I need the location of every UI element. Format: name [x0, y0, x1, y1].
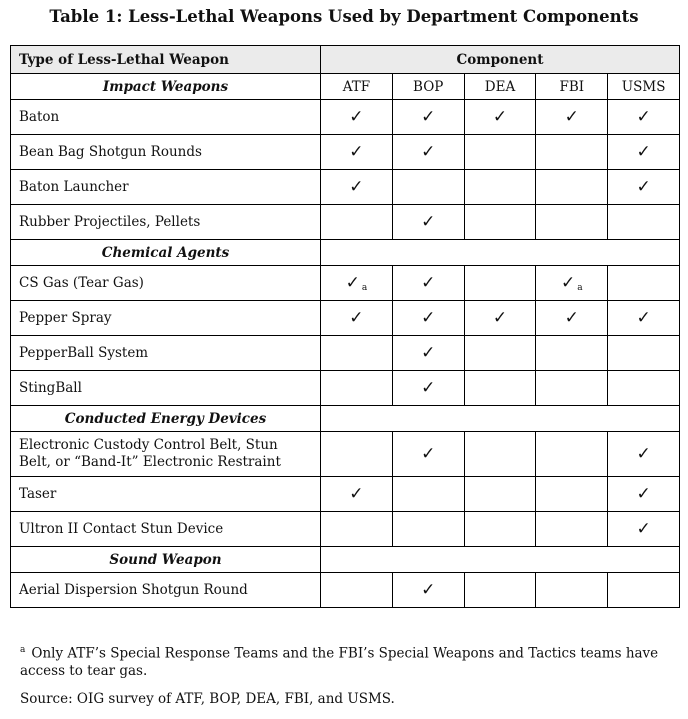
- check-mark: ✓: [392, 301, 464, 336]
- check-mark: [464, 573, 536, 608]
- category-label: Chemical Agents: [11, 240, 321, 266]
- component-code-fbi: FBI: [536, 74, 608, 100]
- check-mark: [536, 573, 608, 608]
- weapon-name: PepperBall System: [11, 336, 321, 371]
- check-mark: ✓: [608, 477, 680, 512]
- table-title: Table 1: Less-Lethal Weapons Used by Department Components: [49, 7, 639, 26]
- weapon-name: Pepper Spray: [11, 301, 321, 336]
- check-mark: [392, 477, 464, 512]
- check-mark: ✓: [392, 205, 464, 240]
- check-mark: [608, 573, 680, 608]
- weapon-name: CS Gas (Tear Gas): [11, 266, 321, 301]
- component-code-atf: ATF: [321, 74, 393, 100]
- weapon-name: StingBall: [11, 371, 321, 406]
- section-row-impact-weapons: [11, 74, 680, 100]
- check-mark: ✓: [608, 432, 680, 477]
- check-mark: [392, 512, 464, 547]
- check-mark: ✓: [392, 432, 464, 477]
- section-spacer: [321, 547, 680, 573]
- check-mark: ✓: [321, 477, 393, 512]
- category-label: Sound Weapon: [11, 547, 321, 573]
- weapon-name-line: Belt, or “Band-It” Electronic Restraint: [19, 454, 281, 470]
- check-mark: [608, 205, 680, 240]
- footnote-text: Only ATF’s Special Response Teams and the FBI’s Special Weapons and Tactics teams have access to tear gas.: [20, 645, 659, 679]
- check-mark: [464, 477, 536, 512]
- check-mark: [608, 371, 680, 406]
- table-row: [11, 170, 680, 205]
- check-mark: [536, 205, 608, 240]
- check-mark: [321, 371, 393, 406]
- type-column-header: Type of Less-Lethal Weapon: [11, 46, 321, 74]
- check-mark: ✓: [392, 371, 464, 406]
- check-mark: ✓: [321, 301, 393, 336]
- table-row: [11, 371, 680, 406]
- check-glyph: ✓: [345, 273, 360, 293]
- check-mark: ✓: [321, 100, 393, 135]
- footnote-marker: a: [577, 283, 583, 293]
- check-mark: ✓: [536, 301, 608, 336]
- table-row: [11, 135, 680, 170]
- section-row-conducted-energy-devices: [11, 406, 680, 432]
- footnote: [20, 642, 660, 680]
- weapon-name: [11, 432, 321, 477]
- check-mark: ✓: [608, 301, 680, 336]
- weapon-name-line: Electronic Custody Control Belt, Stun: [19, 437, 278, 453]
- check-mark: ✓: [608, 135, 680, 170]
- check-mark: [464, 432, 536, 477]
- check-mark: [392, 170, 464, 205]
- table-row: [11, 266, 680, 301]
- section-row-sound-weapon: [11, 547, 680, 573]
- check-mark: [536, 371, 608, 406]
- weapon-name: Ultron II Contact Stun Device: [11, 512, 321, 547]
- check-glyph: ✓: [560, 273, 576, 293]
- check-mark: [321, 512, 393, 547]
- footnote-marker: a: [361, 283, 368, 293]
- check-mark: [321, 205, 393, 240]
- check-mark-footnoted: [321, 266, 393, 301]
- weapon-name: Rubber Projectiles, Pellets: [11, 205, 321, 240]
- table-row: [11, 573, 680, 608]
- check-mark: [464, 371, 536, 406]
- check-mark: [536, 135, 608, 170]
- check-mark: ✓: [608, 512, 680, 547]
- check-mark: ✓: [392, 573, 464, 608]
- check-mark: [464, 135, 536, 170]
- section-spacer: [321, 406, 680, 432]
- check-mark: ✓: [464, 301, 536, 336]
- check-mark: [321, 336, 393, 371]
- component-code-bop: BOP: [392, 74, 464, 100]
- check-mark: [536, 336, 608, 371]
- footnote-marker: a: [20, 645, 26, 655]
- check-mark: ✓: [464, 100, 536, 135]
- check-mark: ✓: [392, 135, 464, 170]
- table-row: [11, 477, 680, 512]
- section-spacer: [321, 240, 680, 266]
- table-row: [11, 512, 680, 547]
- table-row: [11, 301, 680, 336]
- check-mark: ✓: [392, 100, 464, 135]
- check-mark: [464, 170, 536, 205]
- weapon-name: Aerial Dispersion Shotgun Round: [11, 573, 321, 608]
- weapons-table: [10, 45, 680, 608]
- check-mark: ✓: [536, 100, 608, 135]
- weapon-name: Bean Bag Shotgun Rounds: [11, 135, 321, 170]
- check-mark: [608, 266, 680, 301]
- check-mark: [321, 432, 393, 477]
- check-mark-footnoted: [536, 266, 608, 301]
- check-mark: [321, 573, 393, 608]
- table-row: [11, 336, 680, 371]
- check-mark: ✓: [321, 170, 393, 205]
- check-mark: [536, 432, 608, 477]
- table-row: [11, 205, 680, 240]
- check-mark: ✓: [608, 170, 680, 205]
- weapon-name: Baton: [11, 100, 321, 135]
- weapon-name: Baton Launcher: [11, 170, 321, 205]
- check-mark: ✓: [321, 135, 393, 170]
- section-row-chemical-agents: [11, 240, 680, 266]
- weapon-name: Taser: [11, 477, 321, 512]
- table-header-row: [11, 46, 680, 74]
- source-note: Source: OIG survey of ATF, BOP, DEA, FBI, and USMS.: [20, 691, 395, 707]
- check-mark: [464, 512, 536, 547]
- check-mark: ✓: [608, 100, 680, 135]
- category-label: Conducted Energy Devices: [11, 406, 321, 432]
- table-row: [11, 432, 680, 477]
- check-mark: [536, 170, 608, 205]
- check-mark: ✓: [392, 266, 464, 301]
- check-mark: [536, 477, 608, 512]
- check-mark: [536, 512, 608, 547]
- check-mark: [464, 336, 536, 371]
- check-mark: [608, 336, 680, 371]
- check-mark: [464, 205, 536, 240]
- check-mark: [464, 266, 536, 301]
- component-column-header: Component: [321, 46, 680, 74]
- check-mark: ✓: [392, 336, 464, 371]
- table-row: [11, 100, 680, 135]
- component-code-usms: USMS: [608, 74, 680, 100]
- component-code-dea: DEA: [464, 74, 536, 100]
- category-label: Impact Weapons: [11, 74, 321, 100]
